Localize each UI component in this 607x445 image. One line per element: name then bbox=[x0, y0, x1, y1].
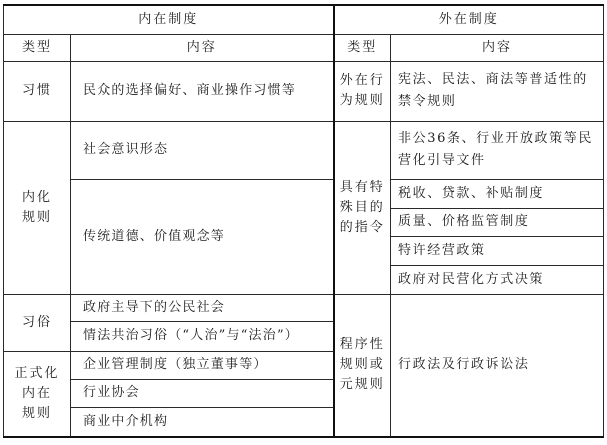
content-privatization-decision-item: 政府对民营化方式决策 bbox=[391, 265, 604, 294]
institution-comparison-table bbox=[3, 4, 604, 438]
content-rule-of-man-and-law-item: 情法共治习俗（“人治”与“法治”） bbox=[71, 321, 334, 351]
type-formalized-internal-rules: 正式化 内在 规则 bbox=[4, 351, 71, 437]
type-special-purpose-directives: 具有特 殊目的 的指令 bbox=[334, 121, 391, 294]
content-franchise-policy-item: 特许经营政策 bbox=[391, 236, 604, 265]
content-prohibitive-rules-item: 宪法、民法、商法等普适性的禁令规则 bbox=[391, 61, 604, 121]
content-privatization-guidance-item: 非公36条、行业开放政策等民营化引导文件 bbox=[391, 121, 604, 179]
external-institutions-title: 外在制度 bbox=[334, 5, 604, 34]
content-corporate-governance-item: 企业管理制度（独立董事等） bbox=[71, 351, 334, 379]
internal-content-header: 内容 bbox=[71, 34, 334, 61]
type-habit: 习惯 bbox=[4, 61, 71, 121]
content-social-ideology-item: 社会意识形态 bbox=[71, 121, 334, 179]
content-industry-association-item: 行业协会 bbox=[71, 379, 334, 407]
content-tax-loan-subsidy-item: 税收、贷款、补贴制度 bbox=[391, 179, 604, 208]
content-habit-item: 民众的选择偏好、商业操作习惯等 bbox=[71, 61, 334, 121]
content-quality-price-regulation-item: 质量、价格监管制度 bbox=[391, 208, 604, 236]
type-customs: 习俗 bbox=[4, 294, 71, 351]
type-external-behavior-rules: 外在行 为规则 bbox=[334, 61, 391, 121]
external-content-header: 内容 bbox=[391, 34, 604, 61]
content-traditional-morality-item: 传统道德、价值观念等 bbox=[71, 179, 334, 294]
type-procedural-rules: 程序性 规则或 元规则 bbox=[334, 294, 391, 437]
content-civil-society-item: 政府主导下的公民社会 bbox=[71, 294, 334, 321]
internal-type-header: 类型 bbox=[4, 34, 71, 61]
type-internalized-rules: 内化 规则 bbox=[4, 121, 71, 294]
external-type-header: 类型 bbox=[334, 34, 391, 61]
content-business-intermediary-item: 商业中介机构 bbox=[71, 407, 334, 437]
internal-institutions-title: 内在制度 bbox=[4, 5, 334, 34]
content-administrative-law-item: 行政法及行政诉讼法 bbox=[391, 294, 604, 437]
